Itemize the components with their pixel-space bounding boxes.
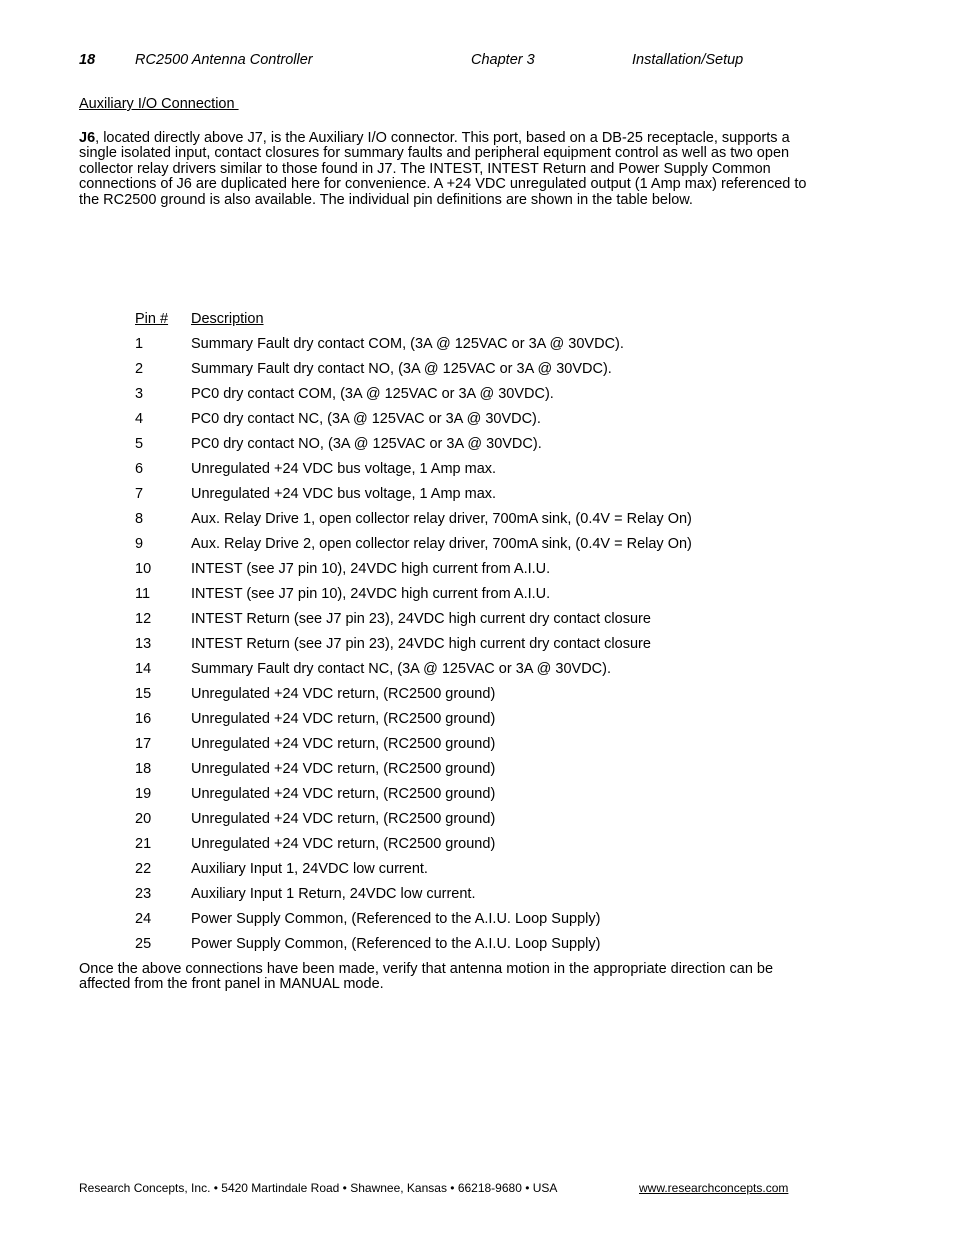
table-row — [135, 706, 692, 731]
table-row — [135, 881, 692, 906]
pin-header-label: Pin # — [135, 310, 169, 327]
table-row — [135, 581, 692, 606]
pin-column-header — [135, 306, 191, 331]
pin-description: Unregulated +24 VDC return, (RC2500 ground) — [191, 735, 496, 752]
pin-number: 12 — [135, 610, 152, 627]
pin-description: INTEST (see J7 pin 10), 24VDC high current from A.I.U. — [191, 585, 551, 602]
pin-number: 11 — [135, 585, 151, 602]
table-row — [135, 756, 692, 781]
intro-text: , located directly above J7, is the Auxiliary I/O connector. This port, based on a DB-25 receptacle, supports a single isolated input, contact closures for summary faults and peripheral equipment control as well as two open collector relay drivers similar to those found in J7. The INTEST, INTEST Return and Power Supply Common connections of J6 are duplicated here for convenience. A +24 VDC unregulated output (1 Amp max) referenced to the RC2500 ground is also available. The individual pin definitions are shown in the table below. — [79, 130, 807, 208]
pin-description: Unregulated +24 VDC bus voltage, 1 Amp max. — [191, 460, 497, 477]
pin-description: Summary Fault dry contact NC, (3A @ 125VAC or 3A @ 30VDC). — [191, 660, 612, 677]
pin-description: PC0 dry contact NO, (3A @ 125VAC or 3A @ 30VDC). — [191, 435, 542, 452]
table-row — [135, 681, 692, 706]
pin-description: INTEST Return (see J7 pin 23), 24VDC high current dry contact closure — [191, 610, 651, 627]
table-row — [135, 406, 692, 431]
pin-description: PC0 dry contact NC, (3A @ 125VAC or 3A @ 30VDC). — [191, 410, 541, 427]
closing-paragraph: Once the above connections have been made, verify that antenna motion in the appropriate direction can be affected from the front panel in MANUAL mode. — [79, 961, 774, 993]
table-row — [135, 556, 692, 581]
pin-table-body — [135, 331, 692, 956]
table-row — [135, 631, 692, 656]
pin-number: 22 — [135, 860, 152, 877]
table-row — [135, 356, 692, 381]
pin-number: 4 — [135, 410, 144, 427]
table-row — [135, 781, 692, 806]
pin-definition-table — [135, 306, 692, 956]
pin-description: Power Supply Common, (Referenced to the A.I.U. Loop Supply) — [191, 910, 601, 927]
table-row — [135, 481, 692, 506]
pin-number: 1 — [135, 335, 144, 352]
table-row — [135, 931, 692, 956]
page-number: 18 — [79, 52, 96, 68]
table-row — [135, 331, 692, 356]
pin-description: Unregulated +24 VDC return, (RC2500 ground) — [191, 785, 496, 802]
section-heading: Auxiliary I/O Connection — [79, 96, 239, 112]
pin-number: 9 — [135, 535, 144, 552]
pin-description: Unregulated +24 VDC return, (RC2500 ground) — [191, 810, 496, 827]
pin-number: 5 — [135, 435, 144, 452]
table-row — [135, 531, 692, 556]
table-row — [135, 731, 692, 756]
pin-description: Aux. Relay Drive 2, open collector relay driver, 700mA sink, (0.4V = Relay On) — [191, 535, 692, 552]
table-row — [135, 656, 692, 681]
pin-number: 15 — [135, 685, 152, 702]
table-row — [135, 606, 692, 631]
description-header-label: Description — [191, 310, 264, 327]
website-link[interactable]: www.researchconcepts.com — [639, 1181, 789, 1195]
pin-description: Unregulated +24 VDC return, (RC2500 ground) — [191, 685, 496, 702]
pin-description: Auxiliary Input 1 Return, 24VDC low current. — [191, 885, 476, 902]
table-row — [135, 456, 692, 481]
pin-description: Summary Fault dry contact NO, (3A @ 125VAC or 3A @ 30VDC). — [191, 360, 612, 377]
pin-description: INTEST (see J7 pin 10), 24VDC high current from A.I.U. — [191, 560, 551, 577]
pin-number: 6 — [135, 460, 144, 477]
pin-number: 19 — [135, 785, 152, 802]
pin-description: Unregulated +24 VDC return, (RC2500 ground) — [191, 835, 496, 852]
pin-number: 18 — [135, 760, 152, 777]
pin-number: 23 — [135, 885, 152, 902]
page-header — [0, 52, 954, 72]
pin-number: 10 — [135, 560, 152, 577]
pin-number: 24 — [135, 910, 152, 927]
table-row — [135, 431, 692, 456]
pin-number: 2 — [135, 360, 144, 377]
pin-number: 13 — [135, 635, 152, 652]
table-row — [135, 506, 692, 531]
pin-description: PC0 dry contact COM, (3A @ 125VAC or 3A @ 30VDC). — [191, 385, 554, 402]
intro-lead: J6 — [79, 130, 96, 146]
table-row — [135, 381, 692, 406]
pin-description: Unregulated +24 VDC return, (RC2500 ground) — [191, 760, 496, 777]
table-row — [135, 906, 692, 931]
chapter-label: Chapter 3 — [471, 52, 535, 68]
pin-description: Power Supply Common, (Referenced to the A.I.U. Loop Supply) — [191, 935, 601, 952]
company-address: Research Concepts, Inc. • 5420 Martindale Road • Shawnee, Kansas • 66218-9680 • USA — [79, 1181, 558, 1195]
pin-number: 7 — [135, 485, 144, 502]
pin-description: INTEST Return (see J7 pin 23), 24VDC high current dry contact closure — [191, 635, 651, 652]
table-row — [135, 856, 692, 881]
table-header-row — [135, 306, 692, 331]
pin-description: Auxiliary Input 1, 24VDC low current. — [191, 860, 428, 877]
table-row — [135, 806, 692, 831]
pin-description: Aux. Relay Drive 1, open collector relay driver, 700mA sink, (0.4V = Relay On) — [191, 510, 692, 527]
document-title: RC2500 Antenna Controller — [135, 52, 313, 68]
pin-number: 3 — [135, 385, 144, 402]
pin-description: Summary Fault dry contact COM, (3A @ 125VAC or 3A @ 30VDC). — [191, 335, 624, 352]
pin-number: 14 — [135, 660, 152, 677]
pin-number: 21 — [135, 835, 152, 852]
pin-number: 8 — [135, 510, 144, 527]
pin-description: Unregulated +24 VDC bus voltage, 1 Amp max. — [191, 485, 497, 502]
pin-description: Unregulated +24 VDC return, (RC2500 ground) — [191, 710, 496, 727]
table-row — [135, 831, 692, 856]
pin-number: 25 — [135, 935, 152, 952]
description-column-header — [191, 306, 692, 331]
pin-number: 20 — [135, 810, 152, 827]
section-label: Installation/Setup — [632, 52, 744, 68]
pin-number: 17 — [135, 735, 152, 752]
intro-paragraph — [79, 131, 819, 208]
pin-number: 16 — [135, 710, 152, 727]
